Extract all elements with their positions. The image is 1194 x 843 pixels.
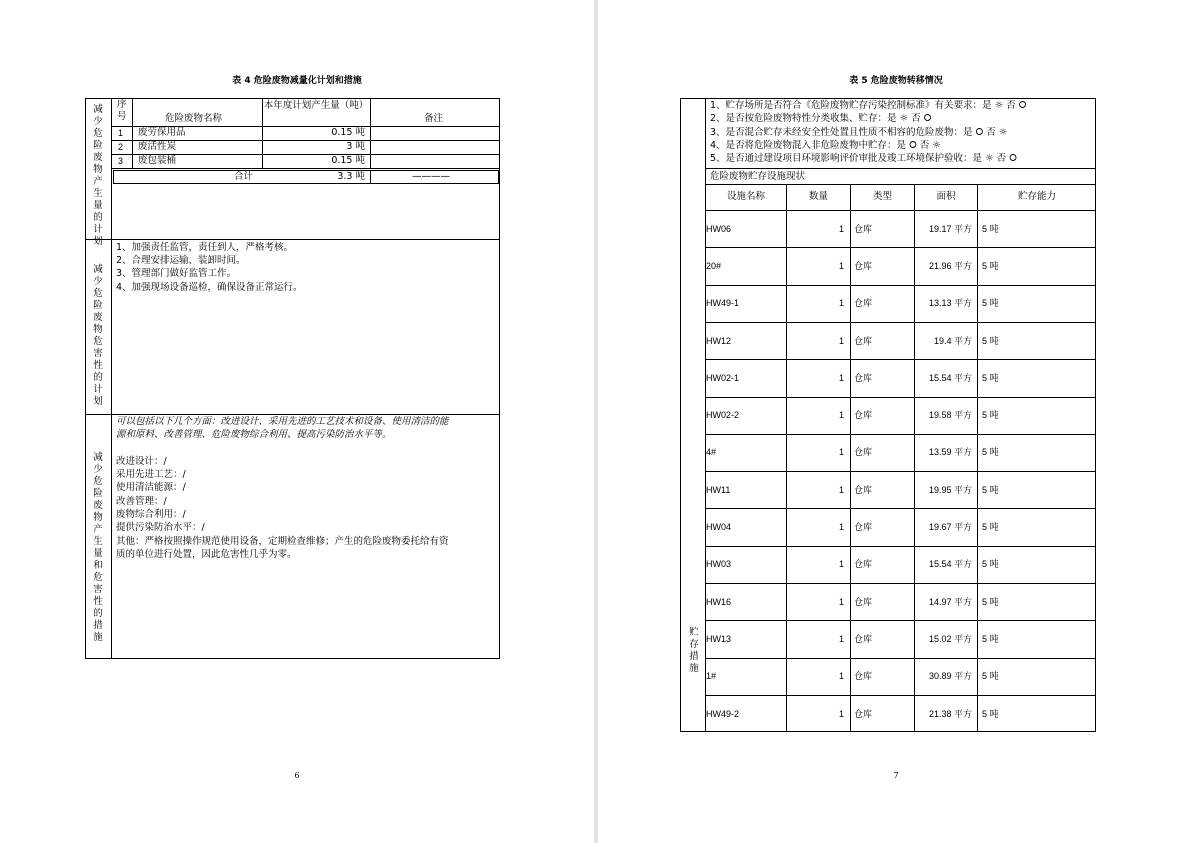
list-item: 使用清洁能源：/: [116, 482, 186, 493]
facility-area: 14.97 平方: [928, 596, 972, 607]
facility-type: 仓库: [854, 671, 873, 682]
facility-qty: 1: [838, 522, 844, 533]
facility-name: HW11: [706, 484, 731, 495]
intro-line: 源和原料、改善管理、危险废物综合利用、提高污染防治水平等。: [116, 429, 392, 440]
facility-name: HW02-1: [706, 372, 740, 383]
facility-name: 4#: [706, 447, 717, 458]
header-capacity: 贮存能力: [1017, 191, 1056, 202]
choice-no-icon: ☼: [932, 140, 941, 151]
facility-capacity: 5 吨: [982, 522, 999, 533]
facility-capacity: 5 吨: [982, 633, 999, 644]
facility-capacity: 5 吨: [982, 298, 999, 309]
facility-capacity: 5 吨: [982, 260, 999, 271]
list-item: 1、加强责任监管，责任到人，严格考核。: [116, 242, 294, 253]
facility-name: HW03: [706, 559, 732, 570]
facility-area: 15.54 平方: [928, 559, 972, 570]
facility-type: 仓库: [854, 372, 873, 383]
choice-no-icon: ⭘: [923, 113, 932, 124]
question-item: [710, 127, 1007, 139]
facility-type: 仓库: [854, 559, 873, 570]
facility-area: 21.96 平方: [928, 260, 972, 271]
facility-capacity: 5 吨: [982, 223, 999, 234]
facility-qty: 1: [838, 335, 844, 346]
list-item: 质的单位进行处置，因此危害性几乎为零。: [116, 549, 297, 560]
facility-qty: 1: [838, 260, 844, 271]
facility-qty: 1: [838, 410, 844, 421]
facility-type: 仓库: [854, 260, 873, 271]
question-text: 5、是否通过建设项目环境影响评价审批及竣工环境保护验收：是: [710, 153, 983, 164]
facility-area: 30.89 平方: [928, 671, 972, 682]
table4-title: 表 4 危险废物减量化计划和措施: [232, 76, 362, 86]
page-number: 6: [294, 771, 300, 780]
facility-name: HW12: [706, 335, 732, 346]
facility-area: 21.38 平方: [928, 708, 972, 719]
question-item: [710, 113, 931, 125]
facility-qty: 1: [838, 223, 844, 234]
facility-area: 19.58 平方: [928, 410, 972, 421]
choice-separator: 否: [911, 113, 921, 124]
facility-name: HW49-1: [706, 298, 740, 309]
header-area: 面积: [936, 191, 956, 202]
header-note: 备注: [424, 113, 444, 124]
status-title: 危险废物贮存设施现状: [710, 171, 806, 182]
choice-separator: 否: [1006, 100, 1016, 111]
facility-qty: 1: [838, 559, 844, 570]
list-item: 3、管理部门做好监管工作。: [116, 268, 237, 279]
facility-name: HW06: [706, 223, 732, 234]
choice-no-icon: ⭘: [1018, 100, 1027, 111]
facility-area: 15.02 平方: [928, 633, 972, 644]
choice-yes-icon: ☼: [994, 100, 1004, 111]
list-item: 4、加强现场设备巡检，确保设备正常运行。: [116, 282, 303, 293]
facility-area: 19.17 平方: [928, 223, 972, 234]
header-type: 类型: [872, 191, 892, 202]
facility-capacity: 5 吨: [982, 708, 999, 719]
question-item: [710, 140, 941, 152]
facility-area: 19.95 平方: [928, 484, 972, 495]
question-text: 1、贮存场所是否符合《危险废物贮存污染控制标准》有关要求：是: [710, 100, 992, 111]
intro-line: 可以包括以下几个方面：改进设计、采用先进的工艺技术和设备、使用清洁的能: [116, 416, 449, 427]
facility-capacity: 5 吨: [982, 335, 999, 346]
facility-qty: 1: [838, 708, 844, 719]
facility-area: 19.4 平方: [933, 335, 972, 346]
list-item: 改善管理：/: [116, 496, 167, 507]
facility-name: HW49-2: [706, 708, 740, 719]
facility-qty: 1: [838, 447, 844, 458]
header-seq: 序号: [117, 99, 127, 122]
page-6: 表 4 危险废物减量化计划和措施 减少危险废物产生量的计划 序号 危险废物名称 本年度计划产生量（吨） 备注 1 废劳保用品 0.15 吨 2 废活性炭 3 吨 3 废包装桶 0.15 吨 合计 3.3 吨 ———— 减少危险废物危害性的计划 1、加强责任监管，责任到人，严格考核。 2、合理安排运输、装卸时间。 3、管理部门做好监管工作。 4、加强现场设备巡检，确保设备正常运行。 减少危险废物产生量和危害性的措施 可以包括以下几个方面：改进设计、采用先进的工艺技术和设备、使用清洁的能 源和原料、改善管理、危险废物综合利用、提高污染防治水平等。 改进设计：/ 采用先进工艺：/ 使用清洁能源：/ 改善管理：/ 废物综合利用：/ 提供污染防治水平：/ 其他：严格按照操作规范使用设备，定期检查维修；产生的危险废物委托给有资 质的单位进行处置，因此危害性几乎为零。 6: [0, 0, 594, 843]
question-item: [710, 153, 1017, 165]
facility-type: 仓库: [854, 633, 873, 644]
facility-qty: 1: [838, 596, 844, 607]
facility-capacity: 5 吨: [982, 671, 999, 682]
choice-separator: 否: [919, 140, 930, 151]
choice-no-icon: ⭘: [1009, 153, 1017, 164]
choice-separator: 否: [986, 127, 996, 138]
facility-capacity: 5 吨: [982, 484, 999, 495]
facility-name: HW13: [706, 633, 732, 644]
question-item: [710, 100, 1026, 112]
question-text: 3、是否混合贮存未经安全性处置且性质不相容的危险废物：是: [710, 127, 973, 138]
list-item: 2、合理安排运输、装卸时间。: [116, 255, 246, 266]
facility-area: 19.67 平方: [928, 522, 972, 533]
facility-qty: 1: [838, 633, 844, 644]
facility-name: HW16: [706, 596, 732, 607]
table5-title: 表 5 危险废物转移情况: [849, 76, 943, 86]
page-number: 7: [893, 771, 899, 780]
facility-type: 仓库: [854, 335, 873, 346]
facility-capacity: 5 吨: [982, 559, 999, 570]
facility-qty: 1: [838, 484, 844, 495]
facility-type: 仓库: [854, 484, 873, 495]
question-text: 4、是否将危险废物混入非危险废物中贮存：是: [710, 140, 907, 151]
header-name: 危险废物名称: [165, 113, 223, 124]
list-item: 其他：严格按照操作规范使用设备，定期检查维修；产生的危险废物委托给有资: [116, 536, 449, 547]
list-item: 改进设计：/: [116, 456, 167, 467]
header-amount: 本年度计划产生量（吨）: [263, 100, 369, 111]
facility-type: 仓库: [854, 522, 873, 533]
facility-type: 仓库: [854, 708, 873, 719]
section3-label: 减少危险废物产生量和危害性的措施: [93, 452, 103, 643]
facility-area: 13.13 平方: [928, 298, 972, 309]
facility-type: 仓库: [854, 298, 873, 309]
facility-type: 仓库: [854, 223, 873, 234]
section1-label: 减少危险废物产生量的计划: [93, 104, 103, 247]
section2-label: 减少危险废物危害性的计划: [93, 264, 103, 407]
facility-area: 15.54 平方: [928, 372, 972, 383]
facility-name: HW02-2: [706, 410, 740, 421]
facility-name: HW04: [706, 522, 732, 533]
facility-capacity: 5 吨: [982, 596, 999, 607]
page-7: [598, 0, 1194, 843]
facility-type: 仓库: [854, 410, 873, 421]
list-item: 采用先进工艺：/: [116, 469, 186, 480]
side-label: 贮存措施: [689, 627, 699, 674]
choice-no-icon: ☼: [998, 127, 1008, 138]
list-item: 提供污染防治水平：/: [116, 522, 205, 533]
facility-qty: 1: [838, 298, 844, 309]
facility-area: 13.59 平方: [928, 447, 972, 458]
facility-capacity: 5 吨: [982, 410, 999, 421]
facility-type: 仓库: [854, 596, 873, 607]
facility-name: 20#: [706, 260, 722, 271]
facility-capacity: 5 吨: [982, 447, 999, 458]
facility-type: 仓库: [854, 447, 873, 458]
header-facility-name: 设施名称: [726, 191, 765, 202]
facility-qty: 1: [838, 372, 844, 383]
header-qty: 数量: [808, 191, 828, 202]
choice-yes-icon: ☼: [899, 113, 909, 124]
choice-separator: 否: [996, 153, 1007, 164]
question-text: 2、是否按危险废物特性分类收集、贮存：是: [710, 113, 897, 124]
list-item: 废物综合利用：/: [116, 509, 186, 520]
choice-yes-icon: ⭘: [909, 140, 917, 151]
facility-capacity: 5 吨: [982, 372, 999, 383]
choice-yes-icon: ☼: [985, 153, 994, 164]
choice-yes-icon: ⭘: [975, 127, 984, 138]
facility-qty: 1: [838, 671, 844, 682]
facility-name: 1#: [706, 671, 717, 682]
